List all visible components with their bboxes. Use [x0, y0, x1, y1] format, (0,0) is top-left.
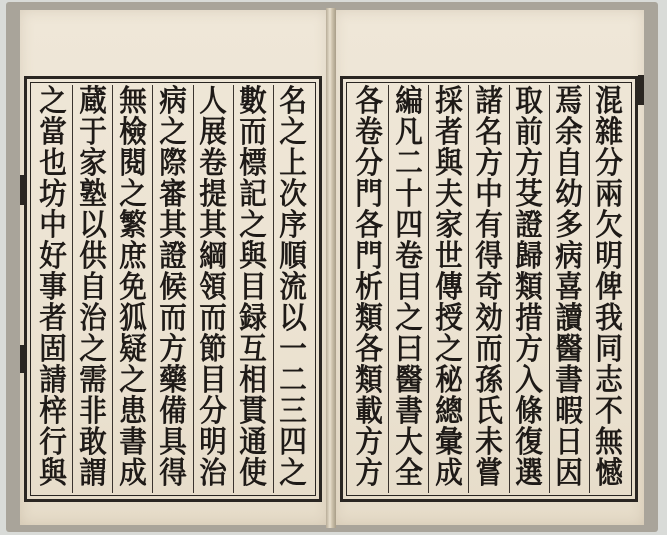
character: 標 [239, 146, 268, 181]
character: 行 [38, 425, 67, 460]
character: 供 [78, 239, 107, 274]
character: 四 [394, 208, 423, 243]
character: 曰 [394, 332, 423, 367]
character: 芟 [515, 177, 543, 212]
character: 檢 [119, 115, 147, 150]
character: 暇 [555, 394, 584, 429]
character: 序 [279, 208, 308, 243]
character: 得 [475, 239, 503, 274]
character: 之 [435, 332, 463, 367]
character: 名 [279, 84, 308, 119]
character: 各 [354, 332, 383, 367]
character: 家 [435, 208, 463, 243]
character: 分 [354, 146, 383, 181]
character: 之 [279, 456, 308, 491]
character: 嘗 [475, 456, 503, 491]
character: 方 [159, 332, 187, 367]
right-column-6 [388, 85, 428, 493]
right-text-block [340, 76, 638, 502]
character: 卷 [199, 146, 227, 181]
character: 之 [119, 363, 147, 398]
character: 復 [515, 425, 543, 460]
character: 明 [595, 239, 624, 274]
character: 析 [354, 270, 383, 305]
character: 使 [239, 456, 268, 491]
character: 者 [435, 115, 463, 150]
character: 目 [239, 270, 268, 305]
character: 際 [159, 146, 187, 181]
character: 俾 [595, 270, 624, 305]
character: 醫 [394, 363, 423, 398]
left-column-1 [273, 85, 313, 493]
left-column-5 [112, 85, 152, 493]
character: 藥 [159, 363, 187, 398]
character: 方 [354, 456, 383, 491]
character: 之 [78, 332, 107, 367]
character: 凡 [394, 115, 423, 150]
character: 二 [394, 146, 423, 181]
character: 于 [78, 115, 107, 150]
character: 通 [239, 425, 268, 460]
character: 全 [394, 456, 423, 491]
character: 以 [78, 208, 107, 243]
left-text-block [24, 76, 322, 502]
character: 書 [119, 425, 147, 460]
character: 欠 [595, 208, 624, 243]
character: 傳 [435, 270, 463, 305]
character: 其 [199, 208, 227, 243]
character: 門 [354, 239, 383, 274]
right-column-1 [589, 85, 629, 493]
right-column-4 [468, 85, 508, 493]
character: 流 [279, 270, 308, 305]
character: 治 [78, 301, 107, 336]
character: 而 [239, 115, 268, 150]
character: 喜 [555, 270, 584, 305]
character: 各 [354, 208, 383, 243]
character: 具 [159, 425, 187, 460]
character: 之 [119, 177, 147, 212]
right-column-2 [549, 85, 589, 493]
character: 名 [475, 115, 503, 150]
character: 順 [279, 239, 308, 274]
character: 相 [239, 363, 268, 398]
character: 次 [279, 177, 308, 212]
character: 當 [38, 115, 67, 150]
character: 余 [555, 115, 584, 150]
right-column-7 [349, 85, 388, 493]
character: 與 [435, 146, 463, 181]
character: 疑 [119, 332, 147, 367]
character: 大 [394, 425, 423, 460]
character: 選 [515, 456, 543, 491]
character: 未 [475, 425, 503, 460]
character: 條 [515, 394, 543, 429]
character: 敢 [78, 425, 107, 460]
left-column-4 [152, 85, 192, 493]
character: 狐 [119, 301, 147, 336]
character: 門 [354, 177, 383, 212]
character: 前 [515, 115, 543, 150]
character: 貫 [239, 394, 268, 429]
character: 無 [119, 84, 147, 119]
character: 編 [394, 84, 423, 119]
character: 因 [555, 456, 584, 491]
character: 節 [199, 332, 227, 367]
character: 雜 [595, 115, 624, 150]
character: 有 [475, 208, 503, 243]
character: 之 [239, 208, 268, 243]
character: 十 [394, 177, 423, 212]
character: 二 [279, 363, 308, 398]
character: 固 [38, 332, 67, 367]
character: 塾 [78, 177, 107, 212]
character: 憾 [595, 456, 624, 491]
character: 中 [38, 208, 67, 243]
character: 之 [159, 115, 187, 150]
character: 奇 [475, 270, 503, 305]
character: 人 [199, 84, 227, 119]
character: 不 [595, 394, 624, 429]
character: 三 [279, 394, 308, 429]
right-column-3 [509, 85, 549, 493]
character: 世 [435, 239, 463, 274]
character: 四 [279, 425, 308, 460]
character: 採 [435, 84, 463, 119]
right-edge-mark [638, 75, 644, 105]
character: 證 [515, 208, 543, 243]
character: 志 [595, 363, 624, 398]
character: 之 [394, 301, 423, 336]
character: 病 [159, 84, 187, 119]
character: 日 [555, 425, 584, 460]
character: 也 [38, 146, 67, 181]
character: 蔵 [78, 84, 107, 119]
left-column-2 [233, 85, 273, 493]
character: 候 [159, 270, 187, 305]
character: 明 [199, 425, 227, 460]
character: 目 [394, 270, 423, 305]
character: 家 [78, 146, 107, 181]
character: 卷 [354, 115, 383, 150]
character: 歸 [515, 239, 543, 274]
character: 記 [239, 177, 268, 212]
character: 氏 [475, 394, 503, 429]
character: 諸 [475, 84, 503, 119]
character: 閱 [119, 146, 147, 181]
character: 讀 [555, 301, 584, 336]
character: 中 [475, 177, 503, 212]
character: 秘 [435, 363, 463, 398]
character: 成 [435, 456, 463, 491]
character: 梓 [38, 394, 67, 429]
character: 好 [38, 239, 67, 274]
character: 非 [78, 394, 107, 429]
character: 取 [515, 84, 543, 119]
character: 類 [354, 363, 383, 398]
character: 同 [595, 332, 624, 367]
character: 各 [354, 84, 383, 119]
left-column-6 [72, 85, 112, 493]
character: 請 [38, 363, 67, 398]
character: 事 [38, 270, 67, 305]
character: 混 [595, 84, 624, 119]
character: 治 [199, 456, 227, 491]
left-columns [33, 85, 313, 493]
character: 入 [515, 363, 543, 398]
character: 自 [555, 146, 584, 181]
character: 證 [159, 239, 187, 274]
character: 方 [475, 146, 503, 181]
character: 提 [199, 177, 227, 212]
character: 與 [239, 239, 268, 274]
character: 方 [515, 332, 543, 367]
character: 謂 [78, 456, 107, 491]
character: 與 [38, 456, 67, 491]
character: 總 [435, 394, 463, 429]
character: 類 [515, 270, 543, 305]
character: 我 [595, 301, 624, 336]
character: 措 [515, 301, 543, 336]
character: 彙 [435, 425, 463, 460]
character: 其 [159, 208, 187, 243]
character: 互 [239, 332, 268, 367]
character: 患 [119, 394, 147, 429]
character: 目 [199, 363, 227, 398]
character: 病 [555, 239, 584, 274]
character: 一 [279, 332, 308, 367]
character: 類 [354, 301, 383, 336]
character: 幼 [555, 177, 584, 212]
left-column-3 [193, 85, 233, 493]
character: 分 [199, 394, 227, 429]
character: 需 [78, 363, 107, 398]
character: 効 [475, 301, 503, 336]
character: 免 [119, 270, 147, 305]
character: 卷 [394, 239, 423, 274]
right-columns [349, 85, 629, 493]
character: 之 [279, 115, 308, 150]
character: 數 [239, 84, 268, 119]
character: 書 [555, 363, 584, 398]
right-column-5 [428, 85, 468, 493]
character: 而 [159, 301, 187, 336]
character: 焉 [555, 84, 584, 119]
character: 而 [199, 301, 227, 336]
character: 之 [38, 84, 67, 119]
character: 無 [595, 425, 624, 460]
character: 而 [475, 332, 503, 367]
character: 領 [199, 270, 227, 305]
character: 備 [159, 394, 187, 429]
left-column-7 [33, 85, 72, 493]
character: 孫 [475, 363, 503, 398]
character: 書 [394, 394, 423, 429]
character: 得 [159, 456, 187, 491]
character: 夫 [435, 177, 463, 212]
character: 成 [119, 456, 147, 491]
character: 多 [555, 208, 584, 243]
character: 録 [239, 301, 268, 336]
character: 審 [159, 177, 187, 212]
character: 上 [279, 146, 308, 181]
character: 分 [595, 146, 624, 181]
character: 坊 [38, 177, 67, 212]
character: 兩 [595, 177, 624, 212]
character: 授 [435, 301, 463, 336]
character: 醫 [555, 332, 584, 367]
book-gutter [326, 8, 336, 528]
character: 方 [515, 146, 543, 181]
character: 庶 [119, 239, 147, 274]
character: 者 [38, 301, 67, 336]
character: 以 [279, 301, 308, 336]
character: 方 [354, 425, 383, 460]
character: 展 [199, 115, 227, 150]
character: 自 [78, 270, 107, 305]
character: 繁 [119, 208, 147, 243]
character: 載 [354, 394, 383, 429]
character: 綱 [199, 239, 227, 274]
